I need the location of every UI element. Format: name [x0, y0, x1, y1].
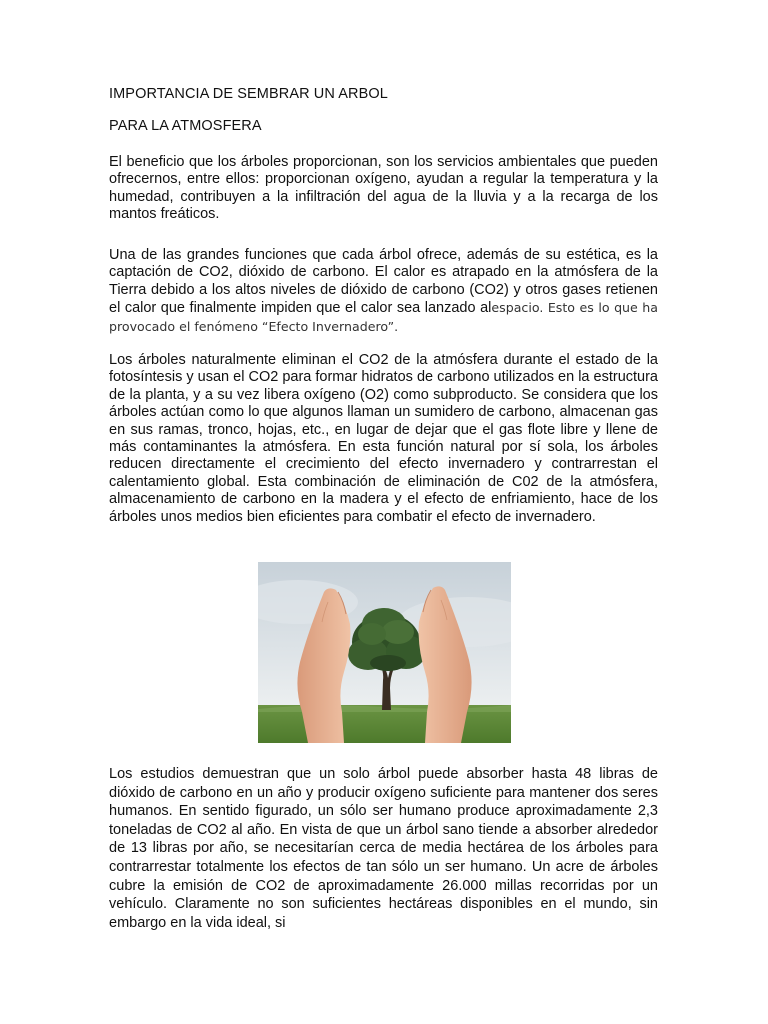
paragraph-studies: Los estudios demuestran que un solo árbol puede absorber hasta 48 libras de dióxido de carbono en un año y producir oxígeno suficiente para mantener dos seres humanos. En sentido figurado, un sólo ser humano produce aproximadamente 2,3 toneladas de CO2 al año. En vista de que un árbol sano tiende a absorber alrededor de 13 libras por año, se necesitarían cerca de media hectárea de los árboles para contrarrestar totalmente los efectos de tan sólo un ser humano. Un acre de árboles cubre la emisión de CO2 de aproximadamente 26.000 millas recorridas por un vehículo. Claramente no son suficientes hectáreas disponibles en el mundo, sin embargo en la vida ideal, si	[109, 766, 658, 931]
paragraph-co2-capture-tail: espacio. Esto es lo que ha provocado el fenómeno “Efecto Invernadero”.	[109, 300, 659, 334]
paragraph-benefits: El beneficio que los árboles proporcionan, son los servicios ambientales que pueden ofrecernos, entre ellos: proporcionan oxígeno, ayudan a regular la temperatura y la humedad, contribuyen a la infiltración del agua de la lluvia y a la recarga de los mantos freáticos.	[109, 154, 658, 223]
hands-protecting-tree-photo	[258, 562, 511, 743]
paragraph-co2-capture	[109, 247, 658, 336]
document-title: IMPORTANCIA DE SEMBRAR UN ARBOL	[109, 86, 388, 102]
paragraph-photosynthesis: Los árboles naturalmente eliminan el CO2 de la atmósfera durante el estado de la fotosíntesis y usan el CO2 para formar hidratos de carbono utilizados en la estructura de la planta, y a su vez libera oxígeno (O2) como subproducto. Se considera que los árboles actúan como lo que algunos llaman un sumidero de carbono, almacenan gas en sus ramas, tronco, hojas, etc., en lugar de dejar que el gas flote libre y llene de más contaminantes la atmósfera. En esta función natural por sí sola, los árboles reducen directamente el crecimiento del efecto invernadero y contrarrestan el calentamiento global. Esta combinación de eliminación de C02 de la atmósfera, almacenamiento de carbono en la madera y el efecto de enfriamiento, hace de los árboles unos medios bien eficientes para combatir el efecto de invernadero.	[109, 352, 658, 525]
document-subtitle: PARA LA ATMOSFERA	[109, 118, 262, 134]
paragraph-co2-capture-main: Una de las grandes funciones que cada árbol ofrece, además de su estética, es la captación de CO2, dióxido de carbono. El calor es atrapado en la atmósfera de la Tierra debido a los altos niveles de dióxido de carbono (CO2) y otros gases retienen el calor que finalmente impiden que el calor sea lanzado al	[109, 247, 658, 317]
